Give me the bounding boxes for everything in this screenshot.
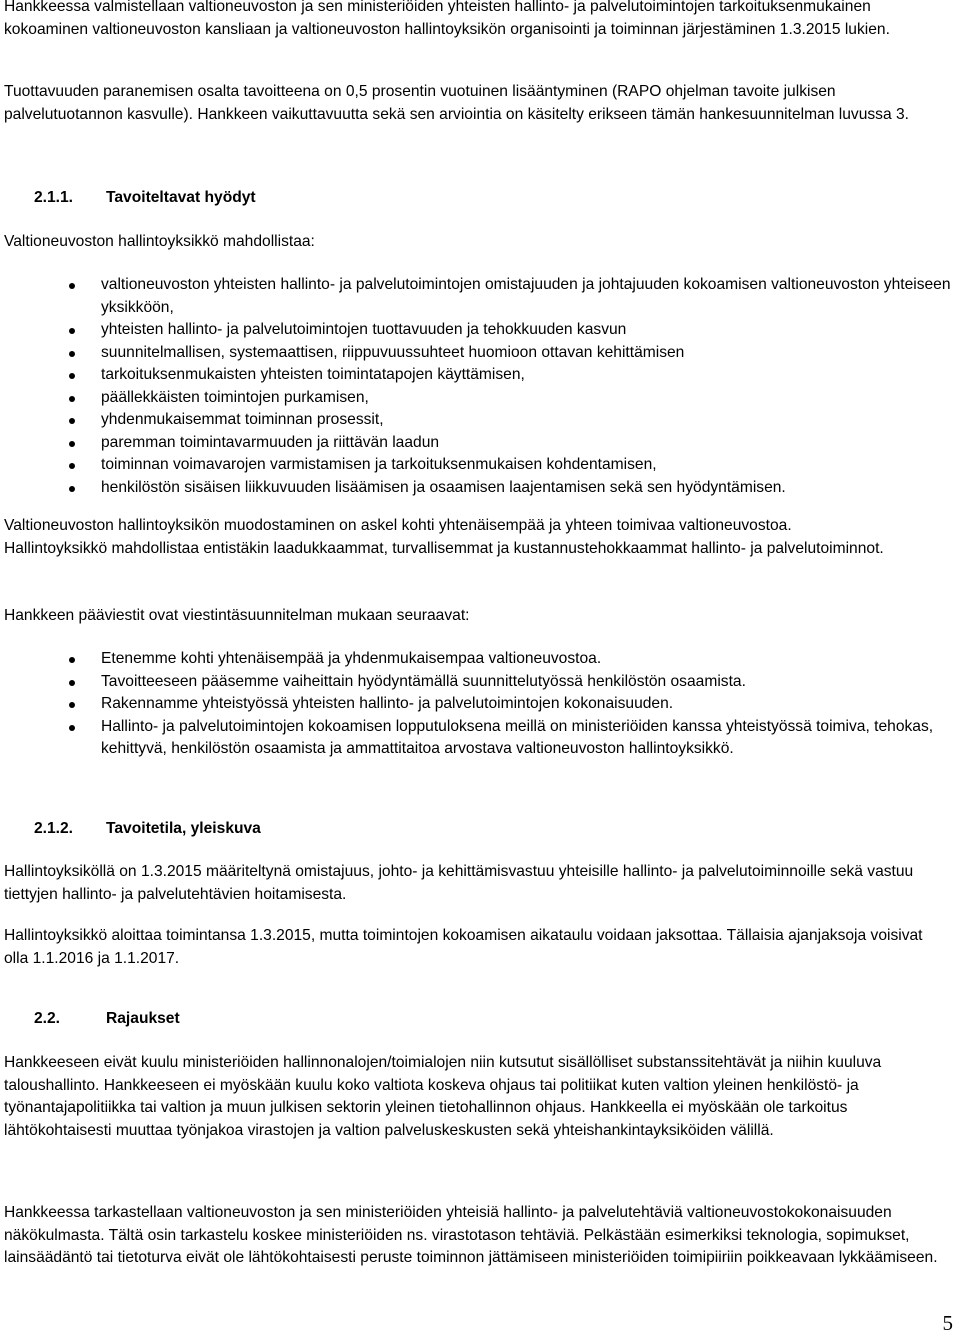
list-item: suunnitelmallisen, systemaattisen, riippuvuussuhteet huomioon ottavan kehittämisen bbox=[4, 342, 952, 365]
section-heading-2-1-1 bbox=[34, 187, 256, 210]
quality-text: Hallintoyksikkö mahdollistaa entistäkin laadukkaammat, turvallisemmat ja kustannustehokkaammat hallinto- ja palvelutoiminnot. bbox=[4, 539, 884, 557]
list-item: henkilöstön sisäisen liikkuvuuden lisäämisen ja osaamisen laajentamisen sekä sen hyödyntämisen. bbox=[4, 477, 952, 500]
list-item: yhteisten hallinto- ja palvelutoimintojen tuottavuuden ja tehokkuuden kasvun bbox=[4, 319, 952, 342]
review-text-3: Pelkästään esimerkiksi teknologia, sopimukset, lainsäädäntö tai tietoturva eivät ole lähtökohtaisesti peruste toiminnon jättämiseen ministeriöiden toimipiiriin poikkeavaan lykkäämiseen. bbox=[4, 1226, 938, 1266]
section-heading-2-1-2 bbox=[34, 818, 261, 841]
section-title: Rajaukset bbox=[106, 1010, 180, 1027]
scope-text-3: Hankkeella ei myöskään ole tarkoitus lähtökohtaisesti muuttaa työnjakoa virastojen ja valtion palveluskeskusten sekä yhteishankintayksiköiden välillä. bbox=[4, 1099, 848, 1139]
list-item: Tavoitteeseen pääsemme vaiheittain hyödyntämällä suunnittelutyössä henkilöstön osaamista. bbox=[4, 671, 960, 694]
list-item: Hallinto- ja palvelutoimintojen kokoamisen lopputuloksena meillä on ministeriöiden kanssa yhteistyössä toimiva, tehokas, kehittyvä, henkilöstön osaamista ja ammattitaitoa arvostava valtioneuvoston hallintoyksikkö. bbox=[4, 716, 960, 761]
list-item: päällekkäisten toimintojen purkamisen, bbox=[4, 387, 952, 410]
scope-text-1: Hankkeeseen eivät kuulu ministeriöiden hallinnonalojen/toimialojen niin kutsutut sisällölliset substanssitehtävät ja niihin kuuluva taloushallinto. bbox=[4, 1054, 882, 1094]
productivity-target-text: Tuottavuuden paranemisen osalta tavoitteena on 0,5 prosentin vuotuinen lisääntyminen (RAPO ohjelman tavoite julkisen palvelutuotannon kasvulle). bbox=[4, 83, 836, 123]
scope-paragraph bbox=[4, 1052, 956, 1142]
section-number: 2.1.2. bbox=[34, 820, 74, 837]
impact-reference-text: Hankkeen vaikuttavuutta sekä sen arviointia on käsitelty erikseen tämän hankesuunnitelman luvussa 3. bbox=[197, 105, 909, 123]
section-title: Tavoiteltavat hyödyt bbox=[106, 189, 256, 206]
list-item: valtioneuvoston yhteisten hallinto- ja palvelutoimintojen omistajuuden ja johtajuuden kokoamisen valtioneuvoston yhteiseen yksikköön, bbox=[4, 274, 952, 319]
review-text-1: Hankkeessa tarkastellaan valtioneuvoston ja sen ministeriöiden yhteisiä hallinto- ja palvelutehtäviä valtioneuvostokokonaisuuden näkökulmasta. bbox=[4, 1204, 892, 1244]
section-number: 2.2. bbox=[34, 1010, 61, 1027]
list-item: Etenemme kohti yhtenäisempää ja yhdenmukaisempaa valtioneuvostoa. bbox=[4, 648, 960, 671]
key-messages-list bbox=[4, 648, 960, 761]
page-number: 5 bbox=[942, 1311, 953, 1335]
review-paragraph bbox=[4, 1202, 956, 1270]
productivity-paragraph bbox=[4, 81, 949, 126]
ownership-paragraph: Hallintoyksiköllä on 1.3.2015 määriteltynä omistajuus, johto- ja kehittämisvastuu yhteisille hallinto- ja palvelutoiminnoille sekä vastuu tiettyjen hallinto- ja palvelutehtävien hoitamisesta. bbox=[4, 863, 914, 903]
benefits-intro: Valtioneuvoston hallintoyksikkö mahdollistaa: bbox=[4, 233, 315, 250]
unit-formation-paragraph bbox=[4, 515, 952, 560]
intro-paragraph: Hankkeessa valmistellaan valtioneuvoston ja sen ministeriöiden yhteisten hallinto- ja palvelutoimintojen tarkoituksenmukainen kokoaminen valtioneuvoston kansliaan ja valtioneuvoston hallintoyksikön organisointi ja toiminnan järjestäminen 1.3.2015 lukien. bbox=[4, 0, 890, 38]
start-schedule-paragraph: Hallintoyksikkö aloittaa toimintansa 1.3.2015, mutta toimintojen kokoamisen aikataulu voidaan jaksottaa. Tällaisia ajanjaksoja voisivat olla 1.1.2016 ja 1.1.2017. bbox=[4, 927, 923, 967]
section-number: 2.1.1. bbox=[34, 189, 74, 206]
scope-text-2: Hankkeeseen ei myöskään kuulu koko valtiota koskeva ohjaus tai politiikat kuten valtion yleinen henkilöstö- ja työnantajapolitiikka tai valtion ja muun julkisen sektorin yleinen tietohallinnon ohjaus. bbox=[4, 1076, 859, 1116]
step-text: Valtioneuvoston hallintoyksikön muodostaminen on askel kohti yhtenäisempää ja yhteen toimivaa valtioneuvostoa. bbox=[4, 517, 792, 534]
list-item: yhdenmukaisemmat toiminnan prosessit, bbox=[4, 409, 952, 432]
section-heading-2-2 bbox=[34, 1008, 180, 1031]
key-messages-intro: Hankkeen pääviestit ovat viestintäsuunnitelman mukaan seuraavat: bbox=[4, 607, 470, 624]
list-item: toiminnan voimavarojen varmistamisen ja tarkoituksenmukaisen kohdentamisen, bbox=[4, 454, 952, 477]
list-item: paremman toimintavarmuuden ja riittävän laadun bbox=[4, 432, 952, 455]
benefits-list bbox=[4, 274, 952, 499]
list-item: tarkoituksenmukaisten yhteisten toimintatapojen käyttämisen, bbox=[4, 364, 952, 387]
review-text-2: Tältä osin tarkastelu koskee ministeriöiden ns. virastotason tehtäviä. bbox=[108, 1226, 580, 1244]
section-title: Tavoitetila, yleiskuva bbox=[106, 820, 261, 837]
list-item: Rakennamme yhteistyössä yhteisten hallinto- ja palvelutoimintojen kokonaisuuden. bbox=[4, 693, 960, 716]
